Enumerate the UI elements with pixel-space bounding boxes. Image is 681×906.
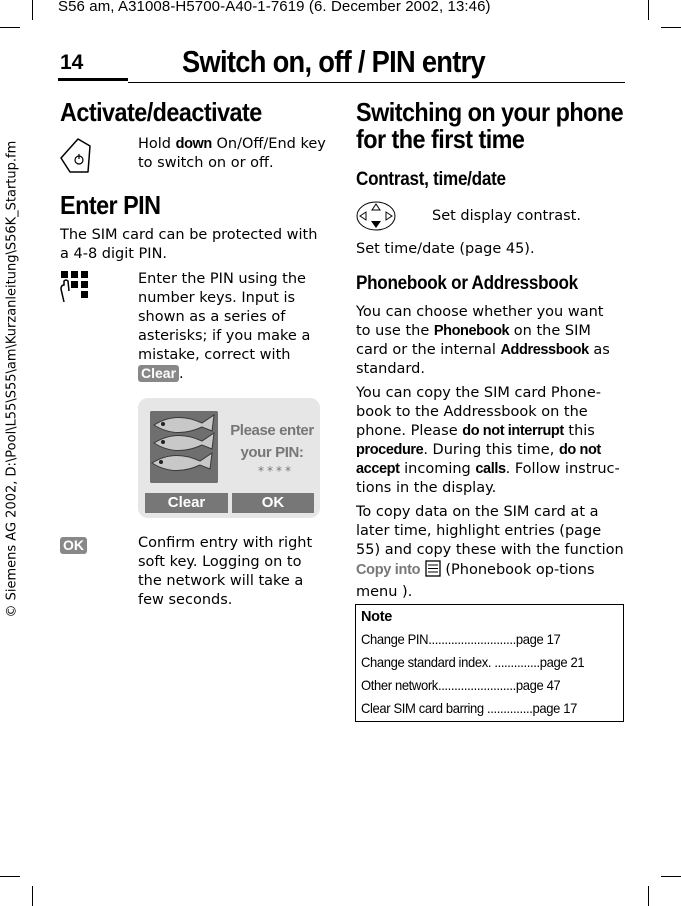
enter-pin-heading: Enter PIN [60, 190, 161, 220]
crop-mark [0, 876, 20, 877]
crop-mark [648, 0, 649, 20]
phonebook-para-1: You can choose whether you want to use the Phonebook on the SIM card or the internal Addressbook as standard. [356, 304, 610, 377]
crop-mark [32, 886, 33, 906]
copyright-sidebar: © Siemens AG 2002, D:\Pool\L55\S55\am\Kurzanleitung\S56K_Startup.fm [4, 140, 20, 618]
note-row-page[interactable]: page 17 [515, 631, 561, 647]
crop-mark [661, 27, 681, 28]
enter-pin-intro: The SIM card can be protected with a 4-8 digit PIN. [60, 227, 318, 262]
contrast-heading: Contrast, time/date [356, 169, 506, 190]
dot-leader: .............. [487, 700, 533, 716]
note-row-label: Change PIN [361, 631, 429, 647]
header-rule [128, 82, 625, 83]
fish-image [150, 411, 218, 483]
masked-pin: **** [258, 464, 294, 478]
crop-mark [32, 0, 33, 20]
first-time-heading: Switching on your phone for the first time [356, 97, 624, 154]
running-header: S56 am, A31008-H5700-A40-1-7619 (6. December 2002, 13:46) [58, 0, 491, 15]
activate-text: Hold down On/Off/End key to switch on or off. [138, 136, 326, 171]
activate-heading: Activate/deactivate [60, 97, 262, 127]
note-row-page[interactable]: page 47 [515, 677, 561, 693]
page-number-rule [58, 78, 128, 81]
note-row-label: Clear SIM card barring [361, 700, 488, 716]
ok-softkey[interactable]: OK [232, 493, 314, 513]
note-row-label: Change standard index. [361, 654, 495, 670]
phonebook-heading: Phonebook or Addressbook [356, 273, 578, 294]
phonebook-para-2: You can copy the SIM card Phone-book to the Addressbook on the phone. Please do not interrupt this procedure. During this time, do not accept incoming calls. Follow instruc-tions in the display. [356, 385, 620, 496]
note-row [361, 651, 600, 674]
note-box [355, 604, 624, 722]
dot-leader: ........................... [428, 631, 516, 647]
phonebook-para-3: To copy data on the SIM card at a later time, highlight entries (page 55) and copy these with the function Copy into (Phonebook op-tions menu ). [356, 504, 624, 600]
crop-mark [0, 27, 20, 28]
phone-display [138, 398, 320, 518]
note-row [361, 628, 600, 651]
crop-mark [648, 886, 649, 906]
enter-pin-instruction: Enter the PIN using the number keys. Input is shown as a series of asterisks; if you make a mistake, correct with Clear . [138, 271, 311, 382]
pin-prompt: Please enter your PIN: [230, 422, 314, 461]
note-rows [361, 628, 618, 720]
clear-softkey[interactable]: Clear [145, 493, 228, 513]
ok-key-label: OK [60, 535, 87, 554]
page-number: 14 [60, 51, 84, 74]
crop-mark [661, 876, 681, 877]
note-row [361, 697, 600, 720]
dot-leader: .............. [494, 654, 540, 670]
note-row-page[interactable]: page 17 [532, 700, 577, 716]
timedate-text: Set time/date (page 45). [356, 241, 535, 257]
keypad-icon [58, 269, 94, 305]
note-title: Note [361, 609, 393, 625]
chapter-title: Switch on, off / PIN entry [182, 44, 486, 79]
note-row [361, 674, 600, 697]
dot-leader: ........................ [437, 677, 516, 693]
on-off-end-key-icon [58, 136, 94, 176]
clear-key: Clear [138, 365, 179, 382]
navigation-key-icon [355, 200, 397, 232]
contrast-text: Set display contrast. [432, 208, 581, 224]
confirm-text: Confirm entry with right soft key. Logging on to the network will take a few seconds. [138, 535, 313, 608]
phonebook-icon [425, 560, 441, 583]
note-row-label: Other network [361, 677, 438, 693]
note-row-page[interactable]: page 21 [539, 654, 585, 670]
